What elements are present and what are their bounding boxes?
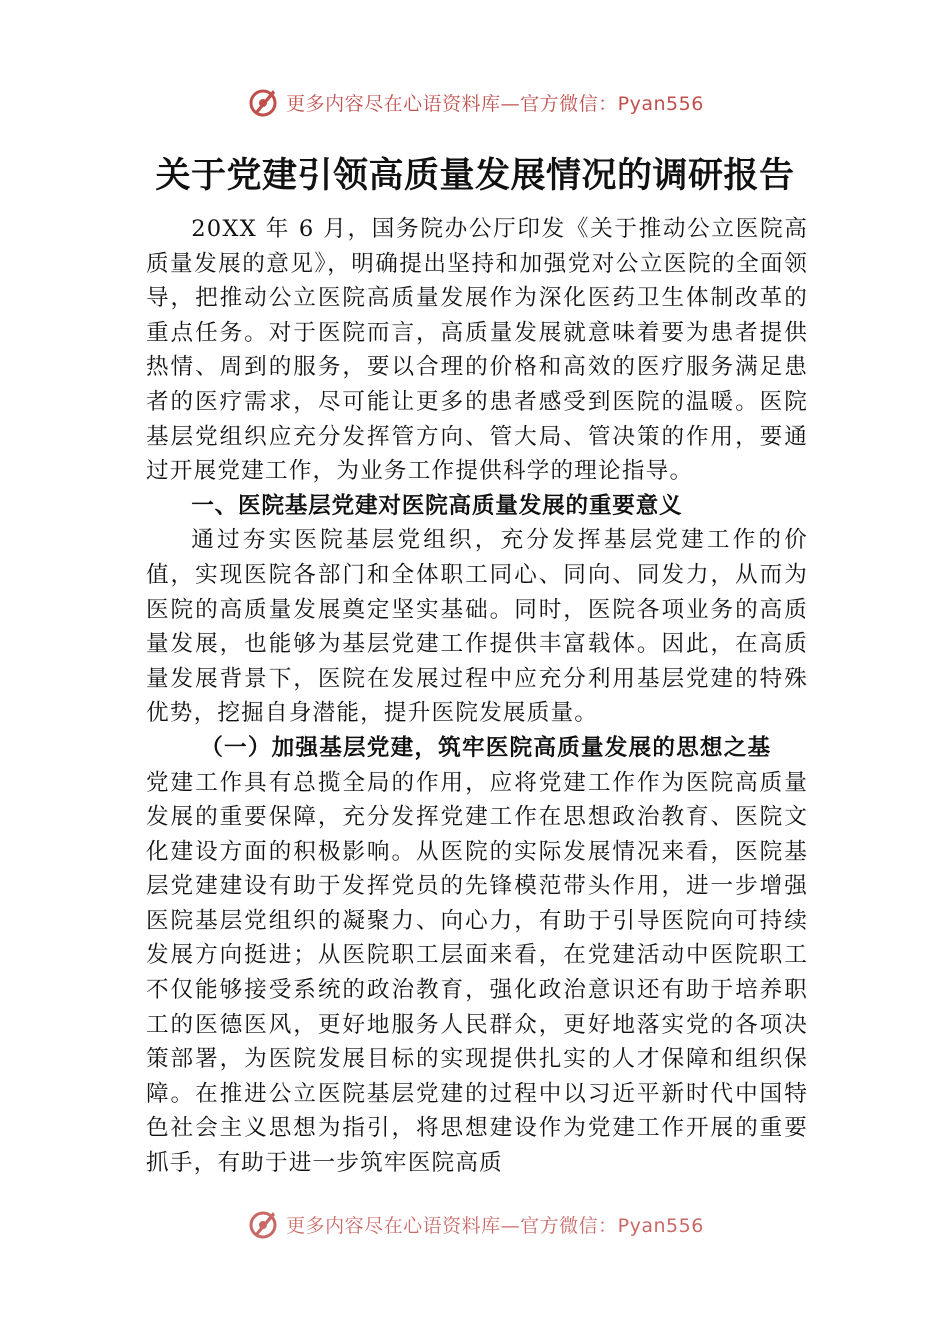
watermark-text-cn: 更多内容尽在心语资料库—官方微信： xyxy=(286,92,618,115)
document-body xyxy=(146,212,808,1181)
section-heading-1: 一、医院基层党建对医院高质量发展的重要意义 xyxy=(191,492,683,519)
quill-logo-icon xyxy=(246,1207,280,1241)
quill-logo-icon xyxy=(246,85,280,119)
section-1-paragraph: 通过夯实医院基层党组织，充分发挥基层党建工作的价值，实现医院各部门和全体职工同心、同向、同发力，从而为医院的高质量发展奠定坚实基础。同时，医院各项业务的高质量发展，也能够为基层党建工作提供丰富载体。因此，在高质量发展背景下，医院在发展过程中应充分利用基层党建的特殊优势，挖掘自身潜能，提升医院发展质量。 xyxy=(146,527,808,727)
watermark-header xyxy=(0,82,950,122)
watermark-text xyxy=(286,89,704,116)
subsection-1-paragraph: 党建工作具有总揽全局的作用，应将党建工作作为医院高质量发展的重要保障，充分发挥党建工作在思想政治教育、医院文化建设方面的积极影响。从医院的实际发展情况来看，医院基层党建建设有助于发挥党员的先锋模范带头作用，进一步增强医院基层党组织的凝聚力、向心力，有助于引导医院向可持续发展方向挺进；从医院职工层面来看，在党建活动中医院职工不仅能够接受系统的政治教育，强化政治意识还有助于培养职工的医德医风，更好地服务人民群众，更好地落实党的各项决策部署，为医院发展目标的实现提供扎实的人才保障和组织保障。在推进公立医院基层党建的过程中以习近平新时代中国特色社会主义思想为指引，将思想建设作为党建工作开展的重要抓手，有助于进一步筑牢医院高质 xyxy=(146,769,808,1177)
watermark-footer xyxy=(0,1204,950,1244)
document-title: 关于党建引领高质量发展情况的调研报告 xyxy=(155,155,795,196)
watermark-text xyxy=(286,1211,704,1238)
watermark-text-cn: 更多内容尽在心语资料库—官方微信： xyxy=(286,1214,618,1237)
watermark-text-latin: Pyan556 xyxy=(617,92,704,115)
watermark-text-latin: Pyan556 xyxy=(617,1214,704,1237)
subsection-heading-1: （一）加强基层党建，筑牢医院高质量发展的思想之基 xyxy=(200,734,772,761)
intro-paragraph: 20XX 年 6 月，国务院办公厅印发《关于推动公立医院高质量发展的意见》，明确提出坚持和加强党对公立医院的全面领导，把推动公立医院高质量发展作为深化医药卫生体制改革的重点任务。对于医院而言，高质量发展就意味着要为患者提供热情、周到的服务，要以合理的价格和高效的医疗服务满足患者的医疗需求，尽可能让更多的患者感受到医院的温暖。医院基层党组织应充分发挥管方向、管大局、管决策的作用，要通过开展党建工作，为业务工作提供科学的理论指导。 xyxy=(146,216,808,485)
